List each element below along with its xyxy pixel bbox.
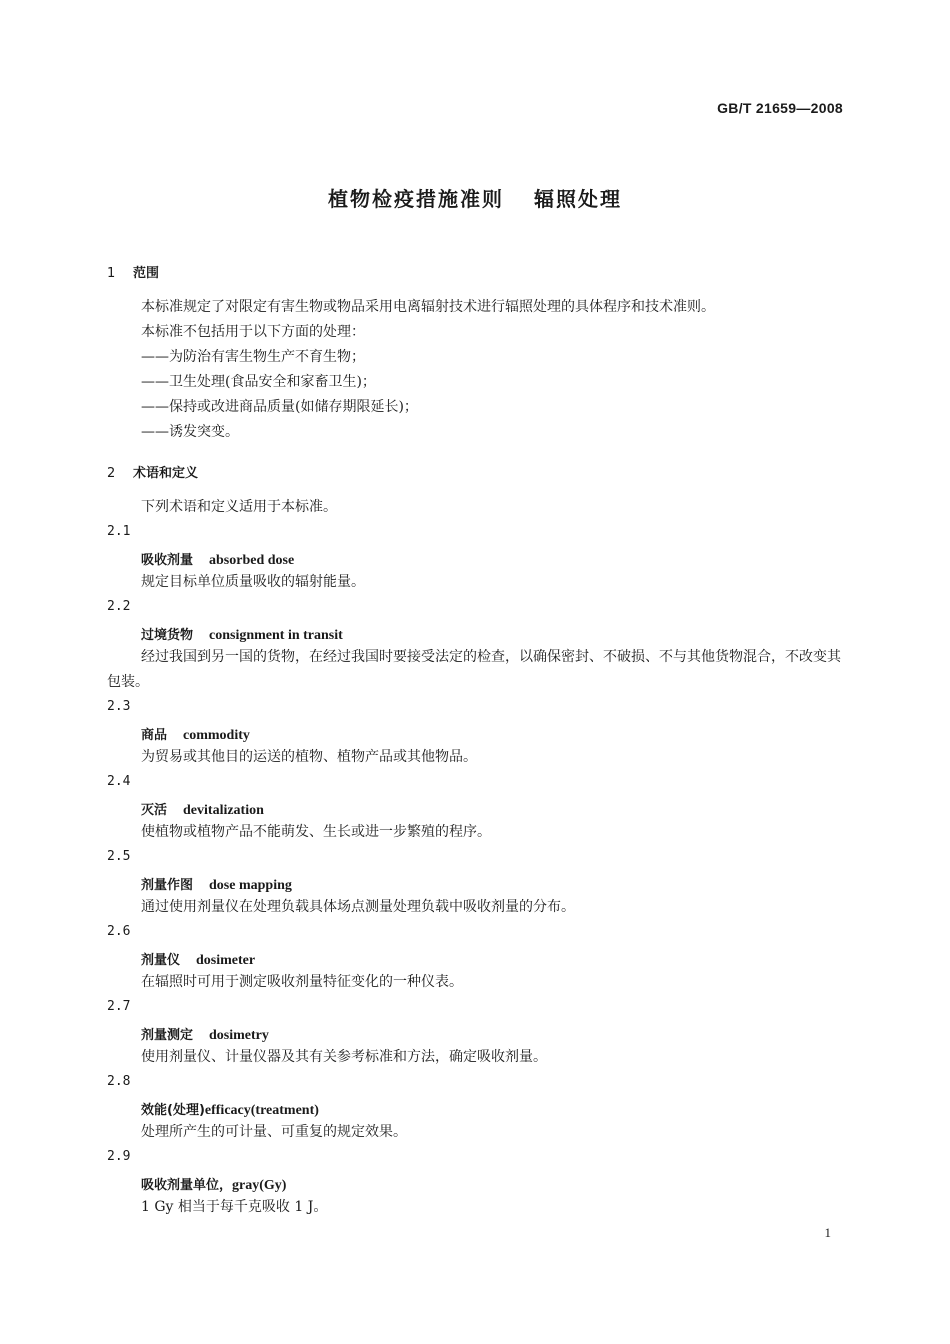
term-definition: 使植物或植物产品不能萌发、生长或进一步繁殖的程序。 xyxy=(141,824,491,840)
exclusion-item: ——诱发突变。 xyxy=(141,424,239,440)
term-chinese: 剂量测定 xyxy=(141,1028,194,1043)
term-chinese: 剂量作图 xyxy=(141,878,194,893)
section-title: 范围 xyxy=(133,266,160,281)
term-english: efficacy(treatment) xyxy=(204,1103,319,1118)
clause-number: 2.1 xyxy=(107,524,131,539)
term-chinese: 效能(处理) xyxy=(141,1103,205,1118)
title-part-2: 辐照处理 xyxy=(534,187,622,211)
term-english: consignment in transit xyxy=(209,628,343,643)
term-definition: 使用剂量仪、计量仪器及其有关参考标准和方法，确定吸收剂量。 xyxy=(141,1049,547,1065)
term-heading xyxy=(141,1024,269,1044)
term-chinese: 过境货物 xyxy=(141,628,194,643)
term-heading xyxy=(141,1174,286,1194)
term-heading xyxy=(141,874,292,894)
term-english: dosimeter xyxy=(196,953,256,968)
document-title xyxy=(0,183,950,212)
term-definition: 经过我国到另一国的货物，在经过我国时要接受法定的检查，以确保密封、不破损、不与其他货物混合，不改变其包装。 xyxy=(107,649,841,690)
exclusion-item: ——卫生处理(食品安全和家畜卫生)； xyxy=(141,374,376,390)
section-title: 术语和定义 xyxy=(133,466,199,481)
term-heading xyxy=(141,549,294,569)
section-1-heading xyxy=(107,262,159,281)
clause-number: 2.4 xyxy=(107,774,131,789)
term-definition: 为贸易或其他目的运送的植物、植物产品或其他物品。 xyxy=(141,749,477,765)
term-definition: 规定目标单位质量吸收的辐射能量。 xyxy=(141,574,365,590)
term-heading xyxy=(141,624,343,644)
title-part-1: 植物检疫措施准则 xyxy=(328,187,504,211)
term-heading xyxy=(141,949,255,969)
clause-number: 2.9 xyxy=(107,1149,131,1164)
term-heading xyxy=(141,724,250,744)
term-definition: 1 Gy 相当于每千克吸收 1 J。 xyxy=(141,1199,328,1215)
term-english: dosimetry xyxy=(209,1028,269,1043)
term-english: dose mapping xyxy=(209,878,292,893)
clause-number: 2.6 xyxy=(107,924,131,939)
section-number: 1 xyxy=(107,266,116,281)
term-english: absorbed dose xyxy=(209,553,295,568)
scope-paragraph: 本标准规定了对限定有害生物或物品采用电离辐射技术进行辐照处理的具体程序和技术准则。 xyxy=(141,299,715,315)
clause-number: 2.7 xyxy=(107,999,131,1014)
term-english: devitalization xyxy=(183,803,264,818)
standard-code: GB/T 21659—2008 xyxy=(717,100,843,116)
term-chinese: 剂量仪 xyxy=(141,953,181,968)
term-heading xyxy=(141,1099,319,1119)
term-english: commodity xyxy=(183,728,250,743)
clause-number: 2.3 xyxy=(107,699,131,714)
section-2-heading xyxy=(107,462,198,481)
term-chinese: 商品 xyxy=(141,728,168,743)
term-heading xyxy=(141,799,264,819)
exclusion-item: ——保持或改进商品质量(如储存期限延长)； xyxy=(141,399,418,415)
exclusion-item: ——为防治有害生物生产不育生物； xyxy=(141,349,365,365)
term-chinese: 吸收剂量单位， xyxy=(141,1178,233,1193)
section-number: 2 xyxy=(107,466,116,481)
term-definition: 在辐照时可用于测定吸收剂量特征变化的一种仪表。 xyxy=(141,974,463,990)
term-chinese: 吸收剂量 xyxy=(141,553,194,568)
term-definition: 处理所产生的可计量、可重复的规定效果。 xyxy=(141,1124,407,1140)
term-english: gray(Gy) xyxy=(232,1178,287,1193)
term-chinese: 灭活 xyxy=(141,803,168,818)
scope-paragraph: 本标准不包括用于以下方面的处理： xyxy=(141,324,365,340)
clause-number: 2.5 xyxy=(107,849,131,864)
clause-number: 2.8 xyxy=(107,1074,131,1089)
page-number: 1 xyxy=(824,1225,831,1240)
term-definition: 通过使用剂量仪在处理负载具体场点测量处理负载中吸收剂量的分布。 xyxy=(141,899,575,915)
clause-number: 2.2 xyxy=(107,599,131,614)
terms-intro: 下列术语和定义适用于本标准。 xyxy=(141,499,337,515)
